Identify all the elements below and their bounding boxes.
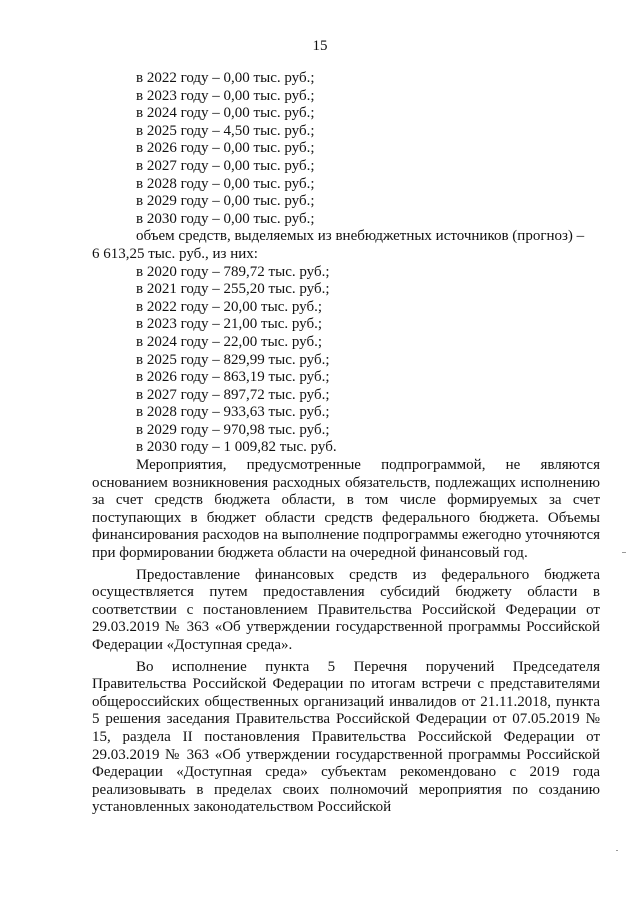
budget-year-line: в 2022 году – 20,00 тыс. руб.; <box>136 298 323 315</box>
body-paragraph: Во исполнение пункта 5 Перечня поручений Председателя Правительства Российской Федерации по итогам встречи с представителями общероссийских общественных организаций инвалидов от 21.11.2018, пункта 5 решения заседания Правительства Российской Федерации от 07.05.2019 № 15, раздела II постановления Правительства Российской Федерации от 29.03.2019 № 363 «Об утверждении государственной программы Российской Федерации «Доступная среда» субъектам рекомендовано с 2019 года реализовывать в пределах своих полномочий мероприятия по созданию установленных законодательством Российской <box>92 658 600 816</box>
budget-year-list-b <box>92 264 600 458</box>
budget-year-list-a <box>92 70 600 228</box>
budget-year-line: в 2023 году – 0,00 тыс. руб.; <box>136 87 315 104</box>
budget-year-line: в 2027 году – 0,00 тыс. руб.; <box>136 157 315 174</box>
budget-year-line: в 2021 году – 255,20 тыс. руб.; <box>136 281 330 298</box>
budget-year-line: в 2030 году – 1 009,82 тыс. руб. <box>136 439 337 456</box>
budget-year-line: в 2028 году – 0,00 тыс. руб.; <box>136 175 315 192</box>
budget-year-line: в 2027 году – 897,72 тыс. руб.; <box>136 386 330 403</box>
budget-year-line: в 2026 году – 863,19 тыс. руб.; <box>136 369 330 386</box>
budget-year-line: в 2022 году – 0,00 тыс. руб.; <box>136 70 315 86</box>
budget-year-line: в 2026 году – 0,00 тыс. руб.; <box>136 140 315 157</box>
budget-year-line: в 2025 году – 4,50 тыс. руб.; <box>136 122 315 139</box>
page-number: 15 <box>312 38 328 54</box>
budget-year-line: в 2020 году – 789,72 тыс. руб.; <box>136 263 330 280</box>
budget-year-line: в 2024 году – 0,00 тыс. руб.; <box>136 105 315 122</box>
budget-year-line: в 2023 году – 21,00 тыс. руб.; <box>136 316 323 333</box>
budget-year-line: в 2030 году – 0,00 тыс. руб.; <box>136 210 315 227</box>
budget-year-line: в 2029 году – 970,98 тыс. руб.; <box>136 421 330 438</box>
budget-year-line: в 2025 году – 829,99 тыс. руб.; <box>136 351 330 368</box>
margin-mark <box>616 850 618 851</box>
margin-mark <box>622 552 626 553</box>
body-paragraph: Предоставление финансовых средств из федерального бюджета осуществляется путем предоставления субсидий бюджету области в соответствии с постановлением Правительства Российской Федерации от 29.03.2019 № 363 «Об утверждении государственной программы Российской Федерации «Доступная среда». <box>92 566 600 653</box>
budget-year-line: в 2029 году – 0,00 тыс. руб.; <box>136 193 315 210</box>
budget-year-line: в 2024 году – 22,00 тыс. руб.; <box>136 333 323 350</box>
body-paragraph: Мероприятия, предусмотренные подпрограммой, не являются основанием возникновения расходных обязательств, подлежащих исполнению за счет средств бюджета области, в том числе формируемых за счет поступающих в бюджет области средств федерального бюджета. Объемы финансирования расходов на выполнение подпрограммы ежегодно уточняются при формировании бюджета области на очередной финансовый год. <box>92 457 600 562</box>
extrabudget-intro-line: объем средств, выделяемых из внебюджетных источников (прогноз) – <box>136 228 585 245</box>
budget-year-line: в 2028 году – 933,63 тыс. руб.; <box>136 404 330 421</box>
document-body <box>92 70 600 817</box>
extrabudget-total-line: 6 613,25 тыс. руб., из них: <box>92 245 258 262</box>
